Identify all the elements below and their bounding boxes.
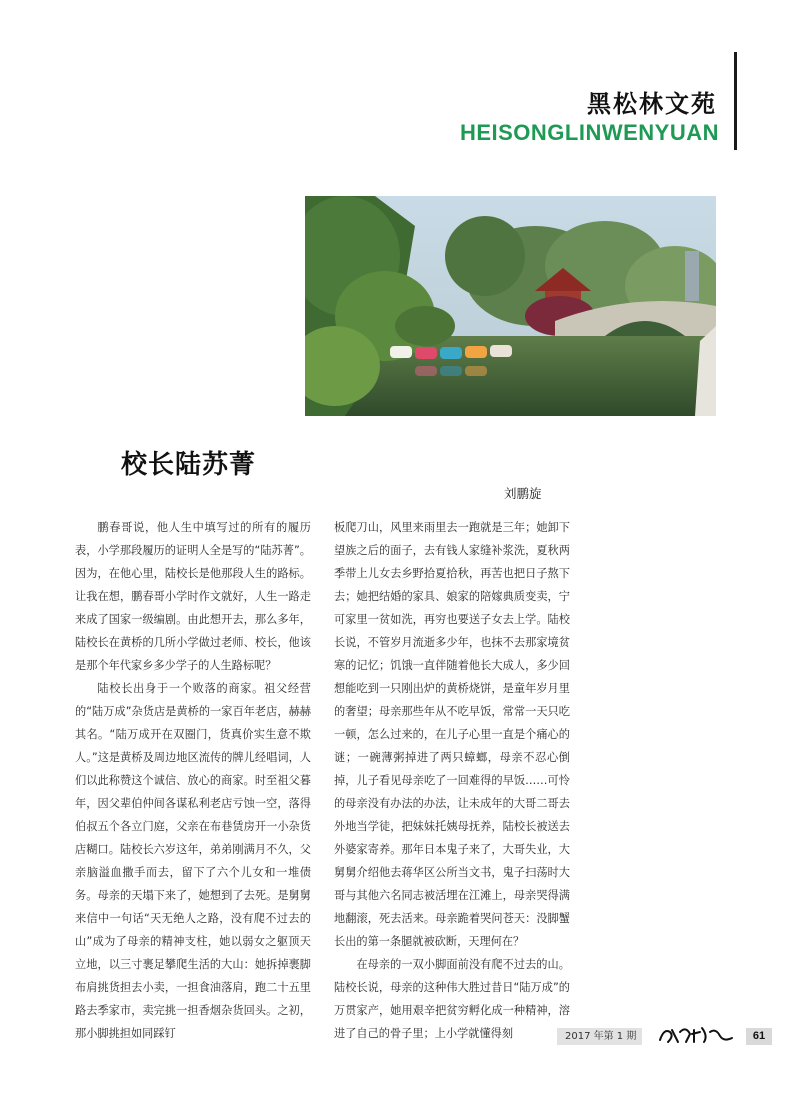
article-title: 校长陆苏菁 — [121, 450, 257, 480]
article-photo — [305, 196, 716, 416]
paragraph: 鹏春哥说，他人生中填写过的所有的履历表，小学那段履历的证明人全是写的“陆苏菁”。因为，在他心里，陆校长是他那段人生的路标。让我在想，鹏春哥小学时作文就好，人生一路走来成了国家一级编剧。由此想开去，那么多年，陆校长在黄桥的几所小学做过老师、校长，他该是那个年代家乡多少学子的人生路标呢？ — [75, 521, 311, 672]
article-author: 刘鹏旋 — [504, 486, 542, 501]
issue-label: 2017 年第 1 期 — [557, 1028, 642, 1045]
page-number: 61 — [746, 1028, 772, 1045]
paragraph: 陆校长出身于一个败落的商家。祖父经营的“陆万成”杂货店是黄桥的一家百年老店，赫赫其名。“陆万成开在双圈门，货真价实生意不欺人。”这是黄桥及周边地区流传的牌儿经唱词，人们以此称赞这个诚信、放心的商家。时至祖父暮年，因父辈伯仲间各谋私利老店亏蚀一空，落得伯叔五个各立门庭，父亲在布巷赁房开一小杂货店糊口。陆校长六岁这年，弟弟刚满月不久，父亲脑溢血撒手而去，留下了六个儿女和一堆债务。母亲的天塌下来了，她想到了去死。是舅舅来信中一句话“天无绝人之路，没有爬不过去的山”成为了母亲的精神支柱，她以弱女之躯顶天立地，以三寸裹足攀爬生活的大山：她拆掉裹脚布肩挑货担去小卖，一担食油落肩，跑二十五里路去季家市，卖完挑一担香烟杂货回头。之初，那小脚挑担如同踩钉 — [75, 682, 311, 1040]
paragraph: 板爬刀山，风里来雨里去一跑就是三年；她卸下望族之后的面子，去有钱人家缝补浆洗，夏秋两季带上儿女去乡野拾夏拾秋，再苦也把日子熬下去；她把结婚的家具、娘家的陪嫁典质变卖，宁可家里一贫如洗，再穷也要送子女去上学。陆校长说，不管岁月流逝多少年，也抹不去那家境贫寒的记忆；饥饿一直伴随着他长大成人，多少回想能吃到一只刚出炉的黄桥烧饼，是童年岁月里的奢望；母亲那些年从不吃早饭，常常一天只吃一顿，怎么过来的，在儿子心里一直是个痛心的谜；一碗薄粥掉进了两只蟑螂，母亲不忍心倒掉，儿子看见母亲吃了一回难得的早饭……可怜的母亲没有办法的办法，让未成年的大哥二哥去外地当学徒，把妹妹托姨母抚养，陆校长被送去外婆家寄养。那年日本鬼子来了，大哥失业，大舅舅介绍他去蒋华区公所当文书，鬼子扫荡时大哥与其他六名同志被活埋在江滩上，母亲哭得满地翻滚，死去活来。母亲跪着哭问苍天：没脚蟹长出的第一条腿就被砍断，天理何在？ — [334, 521, 570, 948]
body-column-left — [75, 516, 311, 1045]
paragraph: 在母亲的一双小脚面前没有爬不过去的山。陆校长说，母亲的这种伟大胜过昔日“陆万成”的万贯家产，她用艰辛把贫穷孵化成一种精神，溶进了自己的骨子里；上小学就懂得刻 — [334, 958, 570, 1040]
column-title: 黑松林文苑 — [587, 90, 717, 118]
header-rule — [734, 52, 737, 150]
magazine-logo — [658, 1024, 736, 1046]
body-column-right — [334, 516, 570, 1045]
column-pinyin: HEISONGLINWENYUAN — [459, 120, 719, 145]
